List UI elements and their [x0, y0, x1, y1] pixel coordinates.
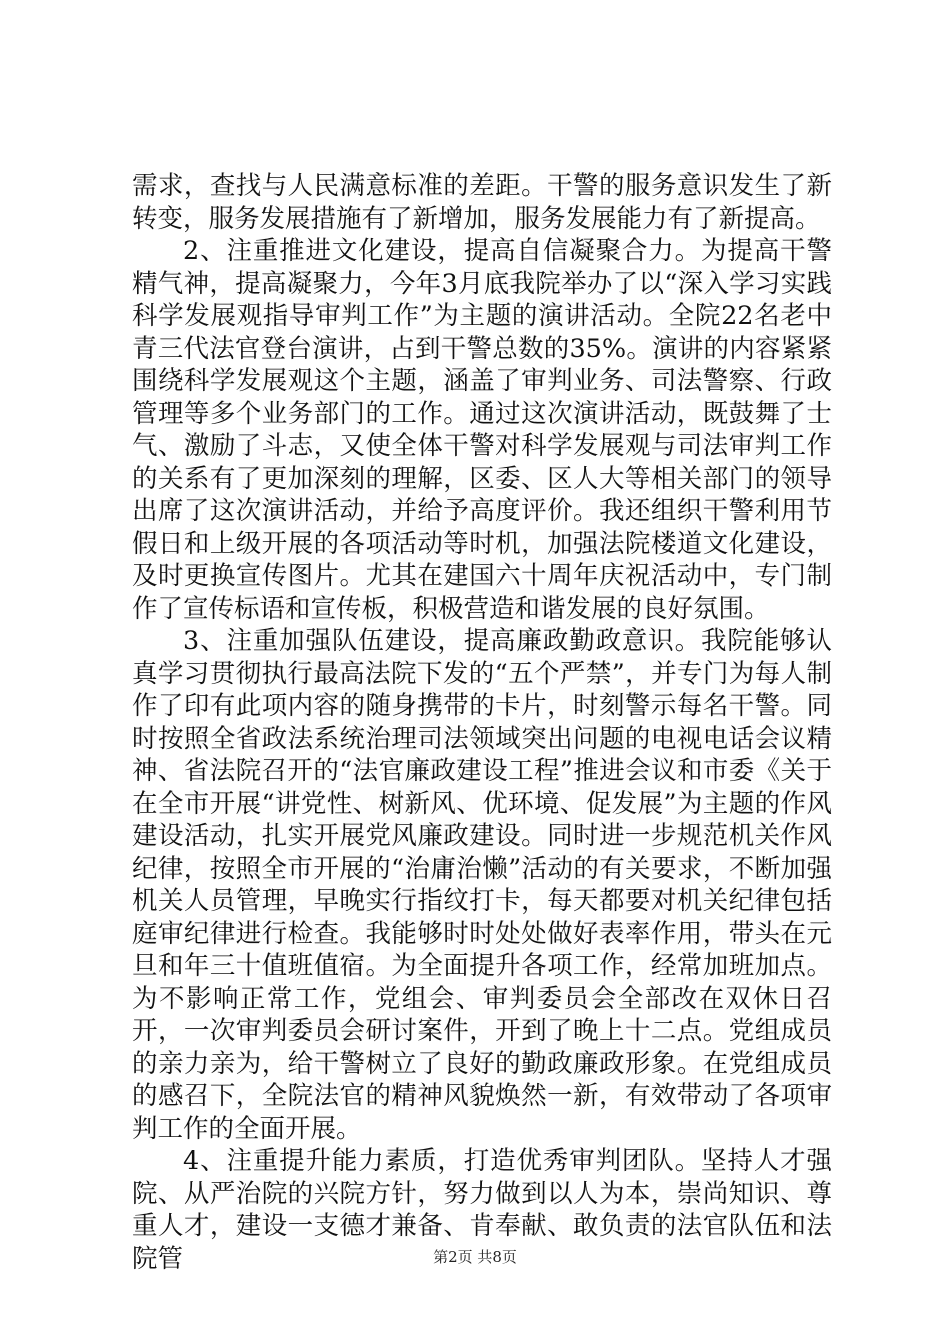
document-body — [132, 170, 832, 1275]
page-footer: 第2页 共8页 — [433, 1248, 517, 1266]
paragraph-4: 4、注重提升能力素质，打造优秀审判团队。坚持人才强院、从严治院的兴院方针，努力做到以人为本，崇尚知识、尊重人才，建设一支德才兼备、肯奉献、敢负责的法官队伍和法院管 — [132, 1146, 832, 1274]
paragraph-1: 需求，查找与人民满意标准的差距。干警的服务意识发生了新转变，服务发展措施有了新增加，服务发展能力有了新提高。 — [132, 171, 832, 234]
paragraph-3: 3、注重加强队伍建设，提高廉政勤政意识。我院能够认真学习贯彻执行最高法院下发的“五个严禁”，并专门为每人制作了印有此项内容的随身携带的卡片，时刻警示每名干警。同时按照全省政法系统治理司法领域突出问题的电视电话会议精神、省法院召开的“法官廉政建设工程”推进会议和市委《关于在全市开展“讲党性、树新风、优环境、促发展”为主题的作风建设活动，扎实开展党风廉政建设。同时进一步规范机关作风纪律，按照全市开展的“治庸治懒”活动的有关要求，不断加强机关人员管理，早晚实行指纹打卡，每天都要对机关纪律包括庭审纪律进行检查。我能够时时处处做好表率作用，带头在元旦和年三十值班值宿。为全面提升各项工作，经常加班加点。为不影响正常工作，党组会、审判委员会全部改在双休日召开，一次审判委员会研讨案件，开到了晚上十二点。党组成员的亲力亲为，给干警树立了良好的勤政廉政形象。在党组成员的感召下，全院法官的精神风貌焕然一新，有效带动了各项审判工作的全面开展。 — [132, 626, 832, 1144]
paragraph-2: 2、注重推进文化建设，提高自信凝聚合力。为提高干警精气神，提高凝聚力，今年3月底我院举办了以“深入学习实践科学发展观指导审判工作”为主题的演讲活动。全院22名老中青三代法官登台演讲，占到干警总数的35%。演讲的内容紧紧围绕科学发展观这个主题，涵盖了审判业务、司法警察、行政管理等多个业务部门的工作。通过这次演讲活动，既鼓舞了士气、激励了斗志，又使全体干警对科学发展观与司法审判工作的关系有了更加深刻的理解，区委、区人大等相关部门的领导出席了这次演讲活动，并给予高度评价。我还组织干警利用节假日和上级开展的各项活动等时机，加强法院楼道文化建设，及时更换宣传图片。尤其在建国六十周年庆祝活动中，专门制作了宣传标语和宣传板，积极营造和谐发展的良好氛围。 — [132, 236, 832, 624]
